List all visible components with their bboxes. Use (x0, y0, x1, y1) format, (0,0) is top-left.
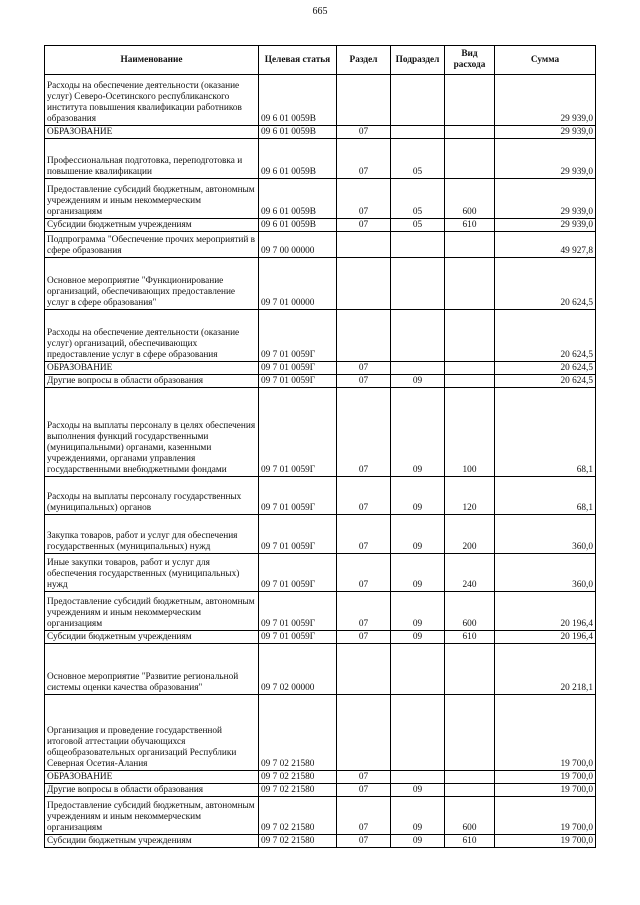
row-name: Основное мероприятие "Функционирование организаций, обеспечивающих предоставление услуг в сфере образования" (45, 258, 259, 310)
row-amount: 49 927,8 (495, 232, 596, 258)
row-section: 07 (337, 477, 391, 515)
row-name: ОБРАЗОВАНИЕ (45, 126, 259, 139)
table-row (45, 258, 596, 310)
row-expense-type (445, 644, 495, 695)
row-name: Организация и проведение государственной итоговой аттестации обучающихся общеобразовательных организаций Республики Северная Осетия-Алания (45, 695, 259, 771)
row-expense-type (445, 695, 495, 771)
row-subsection: 05 (391, 139, 445, 179)
row-amount: 20 196,4 (495, 631, 596, 644)
row-subsection (391, 310, 445, 362)
row-amount: 19 700,0 (495, 784, 596, 797)
row-section: 07 (337, 797, 391, 835)
row-subsection: 09 (391, 797, 445, 835)
row-code: 09 7 02 21580 (259, 797, 337, 835)
row-section: 07 (337, 388, 391, 477)
budget-table (44, 45, 596, 848)
header-section: Раздел (337, 46, 391, 75)
header-expense-type: Вид расхода (445, 46, 495, 75)
row-section: 07 (337, 631, 391, 644)
row-subsection (391, 126, 445, 139)
row-section (337, 258, 391, 310)
row-name: Субсидии бюджетным учреждениям (45, 219, 259, 232)
header-row (45, 46, 596, 75)
row-amount: 68,1 (495, 388, 596, 477)
row-subsection: 09 (391, 592, 445, 631)
row-subsection (391, 771, 445, 784)
header-amount: Сумма (495, 46, 596, 75)
row-name: Предоставление субсидий бюджетным, автономным учреждениям и иным некоммерческим организациям (45, 179, 259, 219)
row-code: 09 6 01 0059В (259, 75, 337, 126)
row-expense-type (445, 771, 495, 784)
row-code: 09 6 01 0059В (259, 126, 337, 139)
row-name: ОБРАЗОВАНИЕ (45, 362, 259, 375)
row-subsection: 09 (391, 631, 445, 644)
row-name: Субсидии бюджетным учреждениям (45, 835, 259, 848)
row-expense-type: 600 (445, 797, 495, 835)
row-code: 09 7 01 00000 (259, 258, 337, 310)
row-subsection: 05 (391, 219, 445, 232)
row-section: 07 (337, 835, 391, 848)
row-amount: 29 939,0 (495, 219, 596, 232)
table-row (45, 835, 596, 848)
row-name: Предоставление субсидий бюджетным, автономным учреждениям и иным некоммерческим организациям (45, 797, 259, 835)
row-amount: 29 939,0 (495, 139, 596, 179)
row-subsection: 09 (391, 515, 445, 554)
table-row (45, 644, 596, 695)
table-row (45, 515, 596, 554)
table-row (45, 631, 596, 644)
row-subsection: 09 (391, 784, 445, 797)
row-code: 09 7 02 00000 (259, 644, 337, 695)
row-section: 07 (337, 179, 391, 219)
table-row (45, 310, 596, 362)
table-row (45, 362, 596, 375)
row-code: 09 7 01 0059Г (259, 375, 337, 388)
row-amount: 360,0 (495, 554, 596, 592)
row-subsection (391, 362, 445, 375)
row-name: Расходы на обеспечение деятельности (оказание услуг) организаций, обеспечивающих предоставление услуг в сфере образования (45, 310, 259, 362)
row-section: 07 (337, 784, 391, 797)
row-subsection (391, 644, 445, 695)
row-name: Другие вопросы в области образования (45, 784, 259, 797)
row-amount: 29 939,0 (495, 179, 596, 219)
row-section: 07 (337, 219, 391, 232)
row-code: 09 7 01 0059Г (259, 310, 337, 362)
row-code: 09 7 02 21580 (259, 771, 337, 784)
row-expense-type: 600 (445, 592, 495, 631)
table-row (45, 139, 596, 179)
row-expense-type: 120 (445, 477, 495, 515)
row-expense-type (445, 784, 495, 797)
row-expense-type (445, 375, 495, 388)
header-subsection: Подраздел (391, 46, 445, 75)
row-amount: 20 624,5 (495, 258, 596, 310)
table-body (45, 75, 596, 848)
row-code: 09 6 01 0059В (259, 179, 337, 219)
row-code: 09 7 02 21580 (259, 784, 337, 797)
row-section (337, 232, 391, 258)
header-code: Целевая статья (259, 46, 337, 75)
row-name: Профессиональная подготовка, переподготовка и повышение квалификации (45, 139, 259, 179)
row-name: Предоставление субсидий бюджетным, автономным учреждениям и иным некоммерческим организациям (45, 592, 259, 631)
header-name: Наименование (45, 46, 259, 75)
table-row (45, 554, 596, 592)
row-section: 07 (337, 554, 391, 592)
row-subsection (391, 232, 445, 258)
row-expense-type: 610 (445, 835, 495, 848)
row-amount: 29 939,0 (495, 126, 596, 139)
table-row (45, 179, 596, 219)
row-subsection (391, 75, 445, 126)
row-expense-type (445, 362, 495, 375)
row-expense-type: 240 (445, 554, 495, 592)
row-section: 07 (337, 592, 391, 631)
row-code: 09 7 02 21580 (259, 835, 337, 848)
table-header (45, 46, 596, 75)
row-subsection: 09 (391, 375, 445, 388)
row-code: 09 7 01 0059Г (259, 554, 337, 592)
row-name: Субсидии бюджетным учреждениям (45, 631, 259, 644)
row-section: 07 (337, 139, 391, 179)
row-amount: 19 700,0 (495, 771, 596, 784)
table-row (45, 797, 596, 835)
row-section (337, 75, 391, 126)
table-row (45, 232, 596, 258)
table-row (45, 388, 596, 477)
row-section: 07 (337, 515, 391, 554)
row-name: Закупка товаров, работ и услуг для обеспечения государственных (муниципальных) нужд (45, 515, 259, 554)
row-code: 09 7 01 0059Г (259, 631, 337, 644)
row-expense-type (445, 310, 495, 362)
row-name: Расходы на выплаты персоналу в целях обеспечения выполнения функций государственными (муниципальными) органами, казенными учреждениями, органами управления государственными внебюджетными фондами (45, 388, 259, 477)
row-code: 09 7 02 21580 (259, 695, 337, 771)
row-code: 09 7 01 0059Г (259, 388, 337, 477)
row-amount: 20 624,5 (495, 362, 596, 375)
row-code: 09 7 01 0059Г (259, 592, 337, 631)
row-subsection: 09 (391, 388, 445, 477)
row-expense-type (445, 126, 495, 139)
row-expense-type: 610 (445, 219, 495, 232)
row-amount: 20 624,5 (495, 375, 596, 388)
row-name: Расходы на выплаты персоналу государственных (муниципальных) органов (45, 477, 259, 515)
row-expense-type: 100 (445, 388, 495, 477)
row-amount: 20 624,5 (495, 310, 596, 362)
row-amount: 19 700,0 (495, 695, 596, 771)
row-subsection (391, 695, 445, 771)
table-row (45, 784, 596, 797)
row-expense-type: 610 (445, 631, 495, 644)
row-name: Расходы на обеспечение деятельности (оказание услуг) Северо-Осетинского республиканского института повышения квалификации работников образования (45, 75, 259, 126)
row-code: 09 6 01 0059В (259, 219, 337, 232)
row-section (337, 644, 391, 695)
row-subsection (391, 258, 445, 310)
row-amount: 19 700,0 (495, 835, 596, 848)
row-amount: 20 218,1 (495, 644, 596, 695)
row-code: 09 6 01 0059В (259, 139, 337, 179)
row-code: 09 7 01 0059Г (259, 362, 337, 375)
table-row (45, 219, 596, 232)
row-subsection: 09 (391, 477, 445, 515)
row-expense-type (445, 75, 495, 126)
row-expense-type (445, 139, 495, 179)
table-row (45, 592, 596, 631)
row-section: 07 (337, 375, 391, 388)
row-expense-type (445, 232, 495, 258)
row-expense-type: 200 (445, 515, 495, 554)
row-name: Подпрограмма "Обеспечение прочих мероприятий в сфере образования (45, 232, 259, 258)
row-amount: 19 700,0 (495, 797, 596, 835)
row-name: ОБРАЗОВАНИЕ (45, 771, 259, 784)
table-row (45, 477, 596, 515)
row-subsection: 05 (391, 179, 445, 219)
row-section: 07 (337, 126, 391, 139)
row-section: 07 (337, 362, 391, 375)
table-row (45, 695, 596, 771)
table-row (45, 771, 596, 784)
row-amount: 360,0 (495, 515, 596, 554)
row-section (337, 310, 391, 362)
row-name: Основное мероприятие "Развитие региональной системы оценки качества образования" (45, 644, 259, 695)
table-row (45, 126, 596, 139)
row-expense-type (445, 258, 495, 310)
row-code: 09 7 00 00000 (259, 232, 337, 258)
row-section (337, 695, 391, 771)
row-subsection: 09 (391, 835, 445, 848)
row-section: 07 (337, 771, 391, 784)
row-name: Иные закупки товаров, работ и услуг для обеспечения государственных (муниципальных) нужд (45, 554, 259, 592)
table-row (45, 75, 596, 126)
row-amount: 29 939,0 (495, 75, 596, 126)
row-amount: 68,1 (495, 477, 596, 515)
row-code: 09 7 01 0059Г (259, 515, 337, 554)
row-amount: 20 196,4 (495, 592, 596, 631)
table-row (45, 375, 596, 388)
page-number: 665 (312, 6, 328, 17)
row-code: 09 7 01 0059Г (259, 477, 337, 515)
row-name: Другие вопросы в области образования (45, 375, 259, 388)
row-expense-type: 600 (445, 179, 495, 219)
row-subsection: 09 (391, 554, 445, 592)
